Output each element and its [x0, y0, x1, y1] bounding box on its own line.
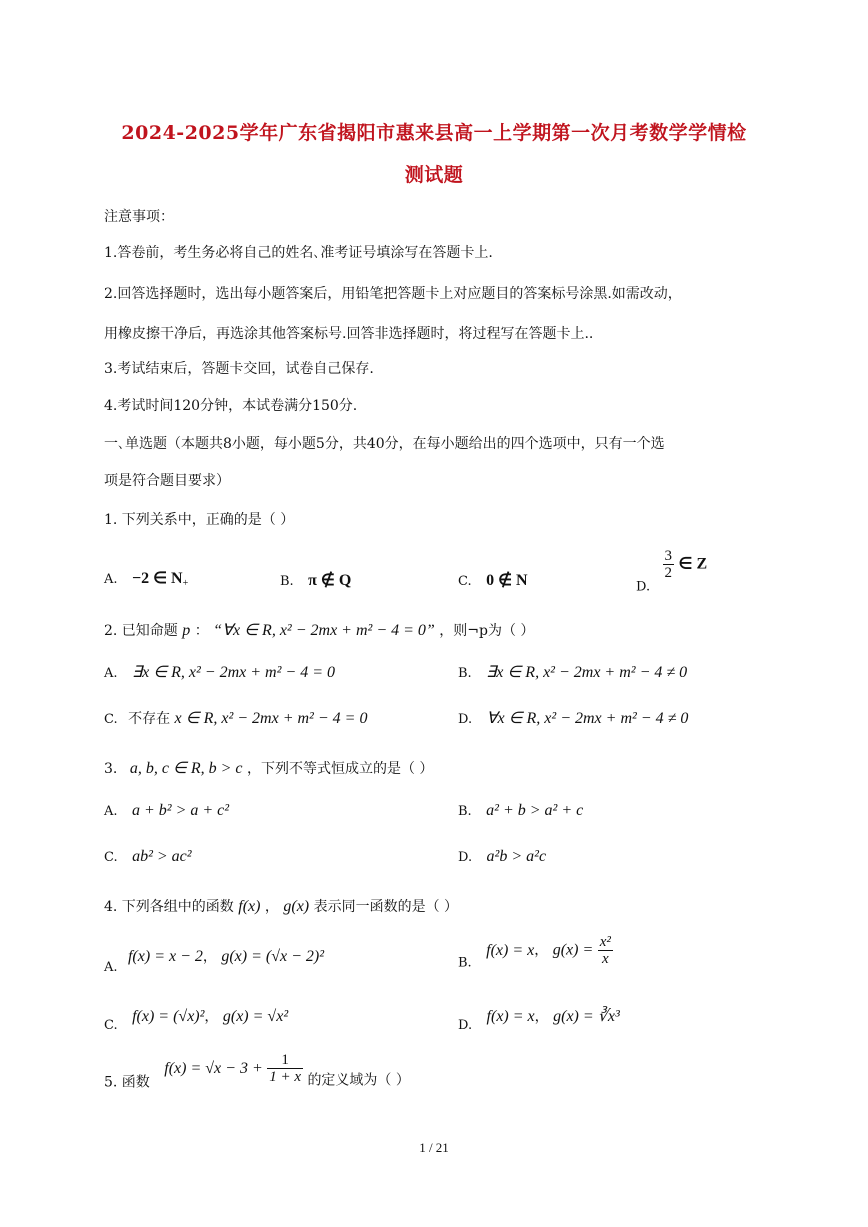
notice-item-1: 1.答卷前，考生务必将自己的姓名､准考证号填涂写在答题卡上. [104, 245, 493, 261]
option-math-g: g(x) = √x² [222, 1008, 289, 1025]
fraction-denominator: x [601, 951, 609, 967]
option-label: C. [104, 712, 118, 727]
q1-option-b [280, 570, 351, 590]
fraction-numerator: x² [599, 934, 611, 950]
option-math-g: g(x) = [552, 941, 594, 959]
q3-option-a [104, 802, 229, 820]
q2-stem-pre: 2. 已知命题 [104, 623, 178, 639]
q4-stem-f: f(x) [238, 898, 261, 915]
q2-option-b [458, 662, 687, 682]
section-heading: 一､单选题（本题共8小题，每小题5分，共40分，在每小题给出的四个选项中，只有一个选 [104, 436, 665, 452]
fraction [598, 934, 613, 967]
q5-stem-math: f(x) = √x − 3 + [164, 1059, 263, 1077]
option-label: C. [458, 574, 472, 589]
q3-option-d [458, 848, 546, 866]
q4-stem-g: g(x) [283, 898, 310, 915]
option-math-f: f(x) = x − 2 [127, 948, 203, 965]
notice-item-2: 2.回答选择题时，选出每小题答案后，用铅笔把答题卡上对应题目的答案标号涂黑.如需改动， [104, 286, 682, 302]
option-math: π ∉ Q [308, 572, 352, 589]
option-math: x ∈ R, x² − 2mx + m² − 4 = 0 [174, 710, 368, 727]
q4-stem [104, 896, 458, 916]
q4-stem-post: 表示同一函数的是（ ） [313, 899, 459, 915]
notice-item-4: 4.考试时间120分钟，本试卷满分150分. [104, 398, 358, 414]
fraction-denominator: 1 + x [269, 1069, 301, 1085]
q2-stem-p: p [182, 622, 191, 639]
option-label: B. [458, 666, 472, 681]
option-math: ∈ Z [678, 555, 708, 573]
option-label: A. [104, 804, 118, 819]
q2-stem [104, 620, 534, 640]
exam-title-line2: 测试题 [404, 164, 464, 186]
option-math: a²b > a²c [486, 848, 547, 865]
q1-option-d [636, 548, 707, 595]
notice-heading: 注意事项： [104, 209, 174, 225]
q2-stem-post: ，则¬p为（ ） [439, 623, 535, 639]
q3-option-b [458, 802, 583, 820]
option-label: B. [280, 574, 294, 589]
option-label: D. [458, 1018, 473, 1033]
option-label: A. [104, 572, 118, 587]
fraction-numerator: 3 [664, 548, 673, 564]
option-math-f: f(x) = x [486, 1008, 535, 1025]
q4-stem-comma: ， [264, 899, 279, 915]
q2-stem-colon: ： [194, 623, 209, 639]
option-math: ab² > ac² [132, 848, 192, 865]
option-label: A. [104, 960, 118, 975]
notice-item-2-cont: 用橡皮擦干净后，再选涂其他答案标号.回答非选择题时，将过程写在答题卡上.. [104, 326, 594, 342]
q4-stem-pre: 4. 下列各组中的函数 [104, 899, 234, 915]
option-math: a² + b > a² + c [486, 802, 584, 819]
option-label: C. [104, 1018, 118, 1033]
q1-stem: 1. 下列关系中，正确的是（ ） [104, 512, 295, 528]
exam-title-line1: 2024-2025学年广东省揭阳市惠来县高一上学期第一次月考数学学情检 [121, 122, 747, 144]
notice-item-3: 3.考试结束后，答题卡交回，试卷自己保存. [104, 361, 374, 377]
option-math-g: g(x) = (√x − 2)² [221, 948, 325, 965]
option-label: B. [458, 955, 472, 971]
q3-option-c [104, 848, 192, 866]
q4-option-d: D. f(x) = x， g(x) = ∛x³ [458, 1008, 620, 1033]
option-math: 0 ∉ N [486, 572, 528, 589]
q1-option-c [458, 570, 528, 590]
option-text: 不存在 [128, 711, 171, 727]
option-math-g: g(x) = ∛x³ [553, 1008, 620, 1025]
q1-option-a: A. −2 ∈ $N_+$ [104, 570, 189, 589]
q3-stem [104, 758, 433, 778]
option-math: a + b² > a + c² [131, 802, 230, 819]
option-label: C. [104, 850, 118, 865]
option-math: ∀x ∈ R, x² − 2mx + m² − 4 ≠ 0 [486, 710, 689, 727]
option-math: ∃x ∈ R, x² − 2mx + m² − 4 = 0 [131, 664, 335, 681]
fraction [267, 1052, 303, 1085]
option-label: B. [458, 804, 472, 819]
option-math-f: f(x) = (√x)² [132, 1008, 205, 1025]
q2-option-c [104, 708, 367, 728]
q5-stem-pre: 5. 函数 [104, 1074, 150, 1091]
fraction-denominator: 2 [664, 565, 673, 581]
q3-stem-post: ，下列不等式恒成立的是（ ） [246, 761, 434, 777]
option-math: ∃x ∈ R, x² − 2mx + m² − 4 ≠ 0 [486, 664, 688, 681]
option-math: −2 ∈ N [131, 570, 183, 587]
section-heading-cont: 项是符合题目要求） [104, 473, 230, 489]
q2-option-d [458, 708, 688, 728]
q2-option-a [104, 662, 335, 682]
page-number: 1 / 21 [419, 1140, 449, 1155]
option-label: D. [458, 850, 473, 865]
q3-stem-math: a, b, c ∈ R, b > c [129, 760, 243, 777]
q2-stem-quote: “∀x ∈ R, x² − 2mx + m² − 4 = 0” [213, 622, 435, 639]
q4-option-a: A. f(x) = x − 2， g(x) = (√x − 2)² [104, 948, 325, 975]
fraction-numerator: 1 [267, 1052, 303, 1069]
q5-stem-post: 的定义域为（ ） [307, 1072, 410, 1089]
option-label: D. [458, 712, 473, 727]
q3-stem-num: 3. [104, 761, 118, 777]
option-math-f: f(x) = x [486, 941, 535, 959]
option-label: D. [636, 579, 651, 595]
q4-option-c: C. f(x) = (√x)²， g(x) = √x² [104, 1008, 289, 1033]
q5-stem [104, 1052, 410, 1092]
fraction [663, 548, 675, 581]
q4-option-b: B. f(x) = x， g(x) = $\frac{\text{x²}}{x}$ [458, 934, 611, 971]
option-label: A. [104, 666, 118, 681]
